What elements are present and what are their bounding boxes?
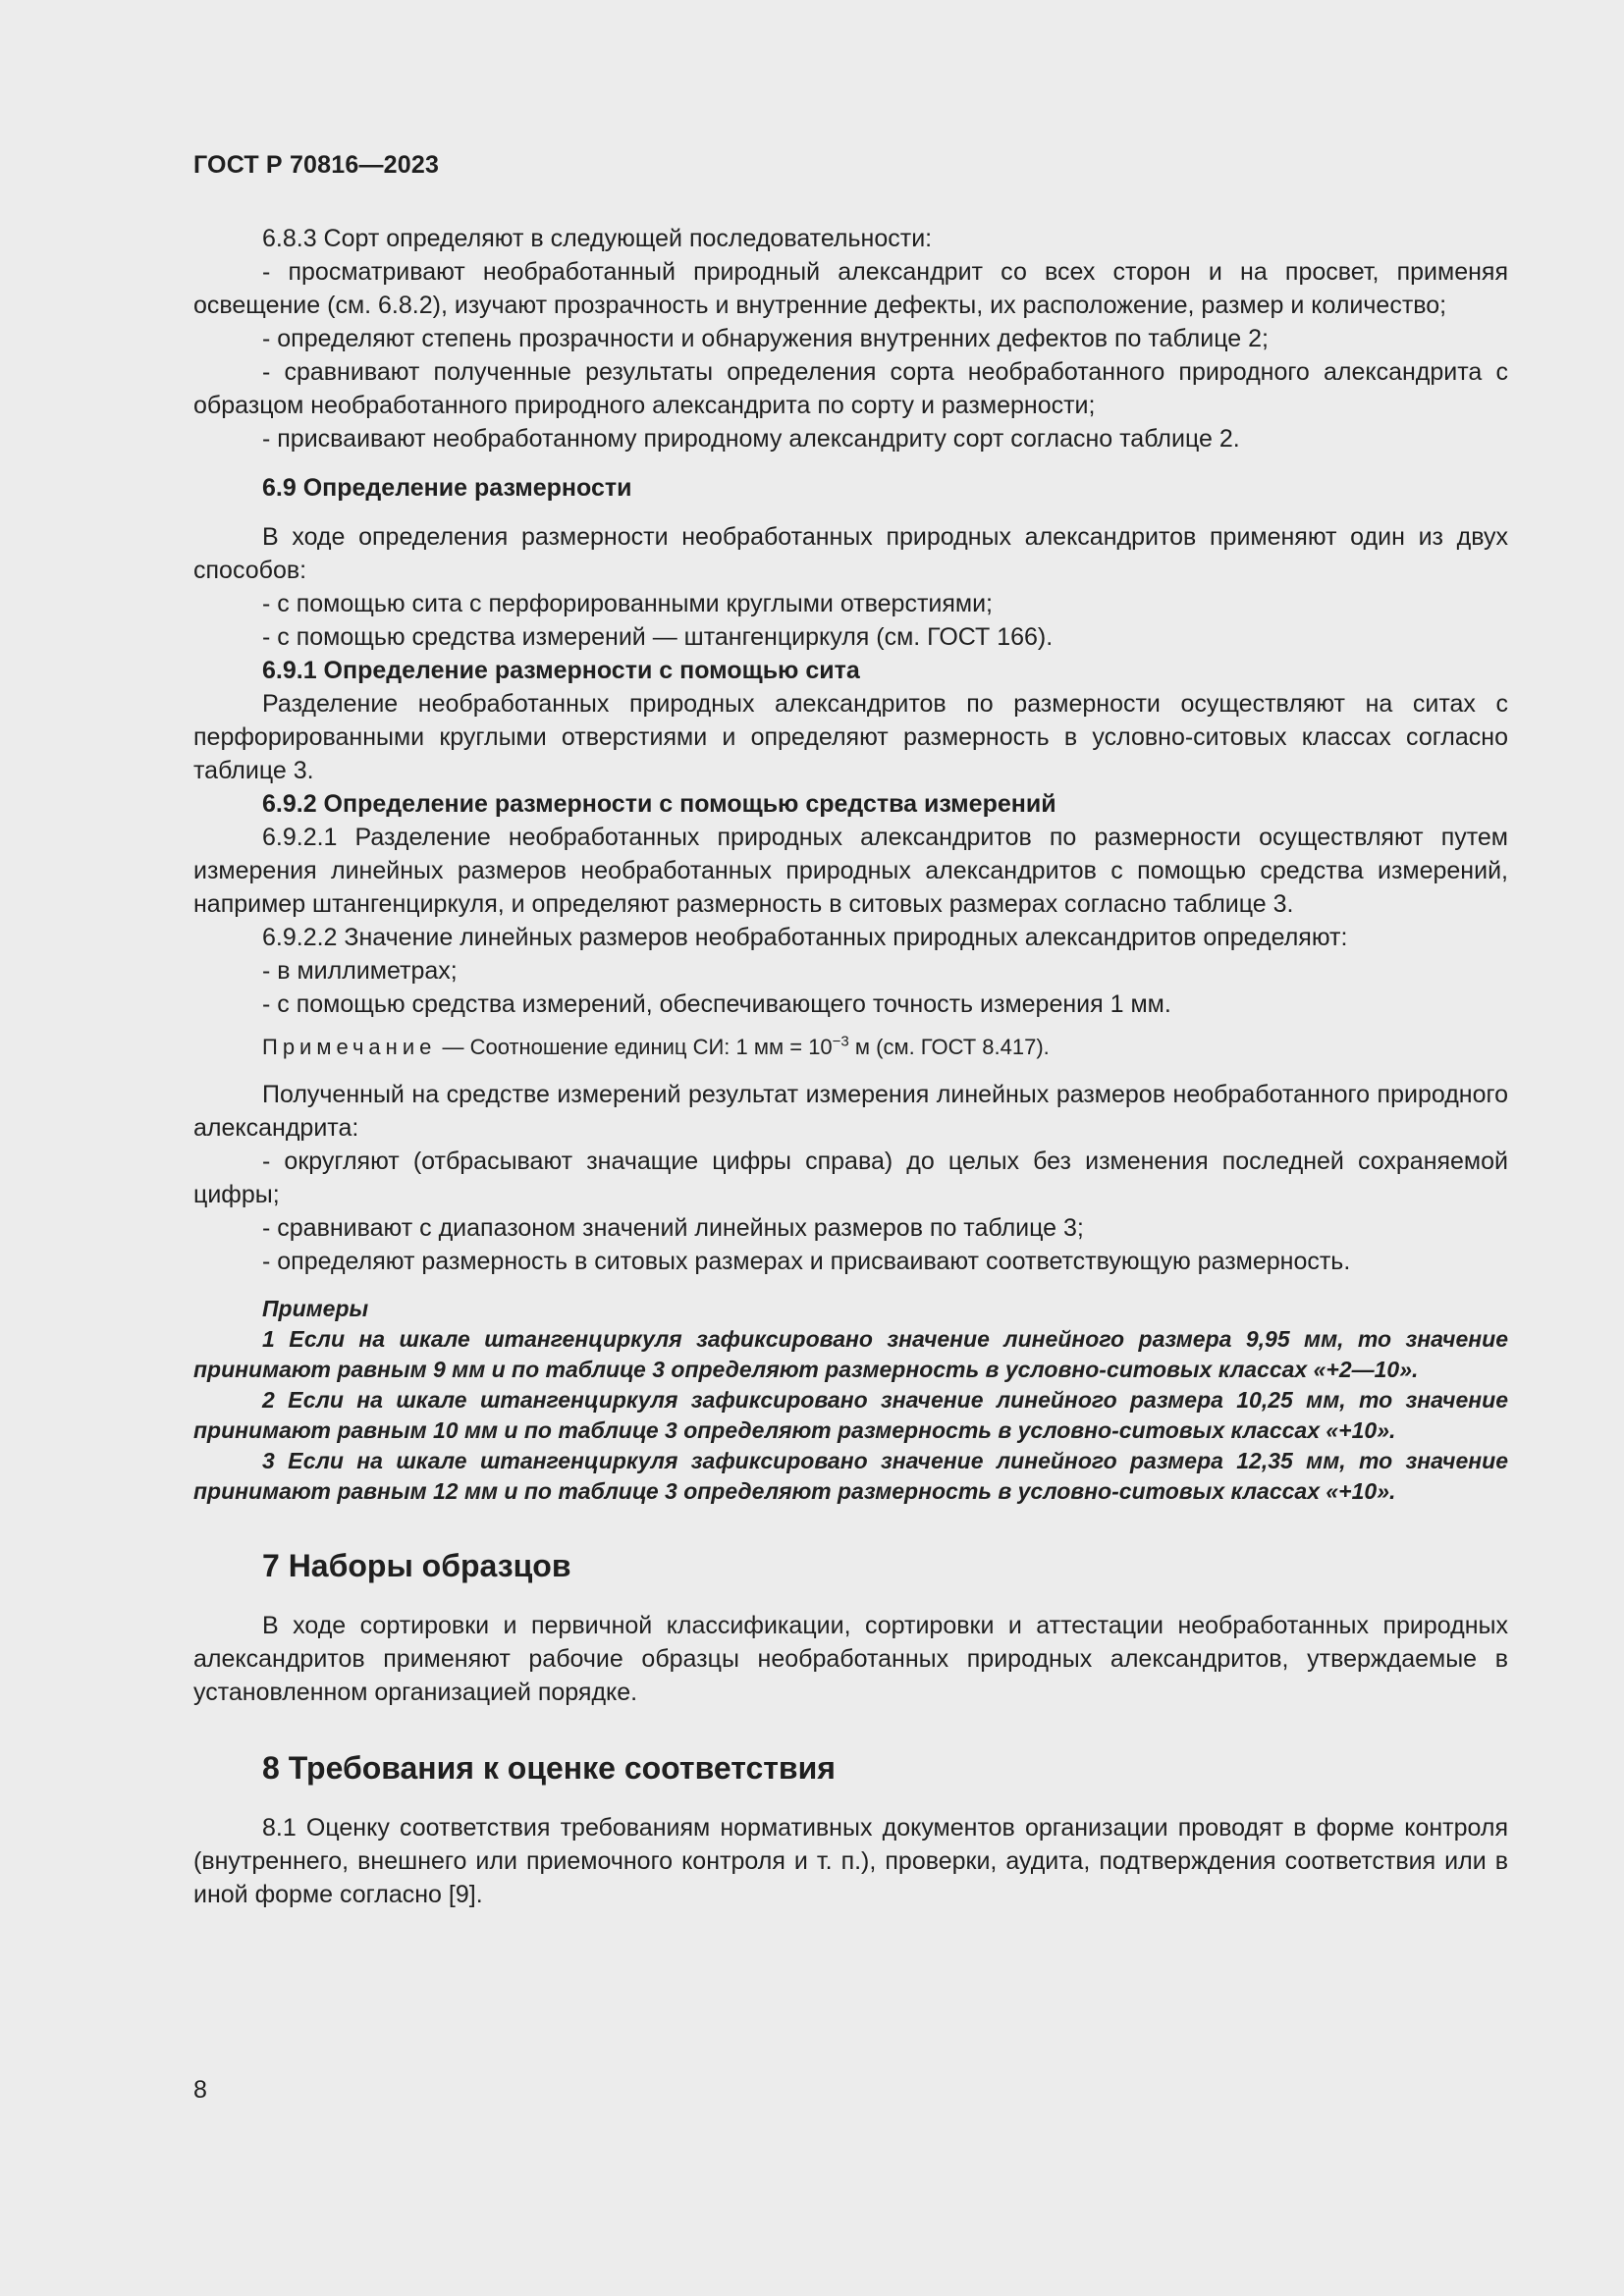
example-item: 3 Если на шкале штангенциркуля зафиксировано значение линейного размера 12,35 мм, то значение принимают равным 12 мм и по таблице 3 определяют размерность в условно-ситовых классах «+10». [193,1448,1508,1504]
section-heading-6-9-2: 6.9.2 Определение размерности с помощью средства измерений [262,790,1056,818]
examples-block [193,1294,1508,1507]
example-item: 1 Если на шкале штангенциркуля зафиксировано значение линейного размера 9,95 мм, то значение принимают равным 9 мм и по таблице 3 определяют размерность в условно-ситовых классах «+2—10». [193,1326,1508,1382]
list-item: - с помощью средства измерений, обеспечивающего точность измерения 1 мм. [262,990,1171,1018]
note-exponent: −3 [832,1033,849,1050]
note-label: Примечание [262,1035,437,1059]
list-item: - округляют (отбрасывают значащие цифры справа) до целых без изменения последней сохраняемой цифры; [193,1148,1508,1208]
example-item: 2 Если на шкале штангенциркуля зафиксировано значение линейного размера 10,25 мм, то значение принимают равным 10 мм и по таблице 3 определяют размерность в условно-ситовых классах «+10». [193,1387,1508,1443]
list-item: - определяют размерность в ситовых размерах и присваивают соответствующую размерность. [262,1248,1351,1275]
list-item: - присваивают необработанному природному александриту сорт согласно таблице 2. [262,425,1240,453]
list-item: - сравнивают с диапазоном значений линейных размеров по таблице 3; [262,1214,1084,1242]
paragraph: Полученный на средстве измерений результат измерения линейных размеров необработанного природного александрита: [193,1081,1508,1142]
page-number: 8 [193,2076,207,2104]
section-heading-8: 8 Требования к оценке соответствия [262,1750,836,1786]
section-heading-7: 7 Наборы образцов [262,1548,571,1583]
list-item: - сравнивают полученные результаты определения сорта необработанного природного александрита с образцом необработанного природного александрита по сорту и размерности; [193,358,1508,419]
paragraph: В ходе определения размерности необработанных природных александритов применяют один из двух способов: [193,523,1508,584]
document-code: ГОСТ Р 70816—2023 [193,151,440,179]
paragraph-6-8-3: 6.8.3 Сорт определяют в следующей последовательности: [262,225,933,252]
list-item: - с помощью средства измерений — штангенциркуля (см. ГОСТ 166). [262,623,1054,651]
list-item: - просматривают необработанный природный александрит со всех сторон и на просвет, применяя освещение (см. 6.8.2), изучают прозрачность и внутренние дефекты, их расположение, размер и количество; [193,258,1508,319]
paragraph: В ходе сортировки и первичной классификации, сортировки и аттестации необработанных природных александритов применяют рабочие образцы необработанных природных александритов, утверждаемые в установленном организацией порядке. [193,1612,1508,1706]
note-text-end: м (см. ГОСТ 8.417). [848,1035,1050,1059]
paragraph-8-1: 8.1 Оценку соответствия требованиям нормативных документов организации проводят в форме контроля (внутреннего, внешнего или приемочного контроля и т. п.), проверки, аудита, подтверждения соответствия или в иной форме согласно [9]. [193,1814,1508,1908]
note [193,1033,1508,1062]
section-heading-6-9: 6.9 Определение размерности [262,474,632,502]
note-text: — Соотношение единиц СИ: 1 мм = 10 [436,1035,833,1059]
document-body [193,222,1508,1911]
examples-title: Примеры [262,1296,369,1321]
list-item: - определяют степень прозрачности и обнаружения внутренних дефектов по таблице 2; [262,325,1269,352]
paragraph-6-9-2-1: 6.9.2.1 Разделение необработанных природных александритов по размерности осуществляют путем измерения линейных размеров необработанных природных александритов с помощью средства измерений, например штангенциркуля, и определяют размерность в ситовых размерах согласно таблице 3. [193,824,1508,918]
paragraph: Разделение необработанных природных александритов по размерности осуществляют на ситах с перфорированными круглыми отверстиями и определяют размерность в условно-ситовых классах согласно таблице 3. [193,690,1508,784]
list-item: - с помощью сита с перфорированными круглыми отверстиями; [262,590,993,617]
list-item: - в миллиметрах; [262,957,458,985]
paragraph-6-9-2-2: 6.9.2.2 Значение линейных размеров необработанных природных александритов определяют: [262,924,1348,951]
section-heading-6-9-1: 6.9.1 Определение размерности с помощью сита [262,657,860,684]
